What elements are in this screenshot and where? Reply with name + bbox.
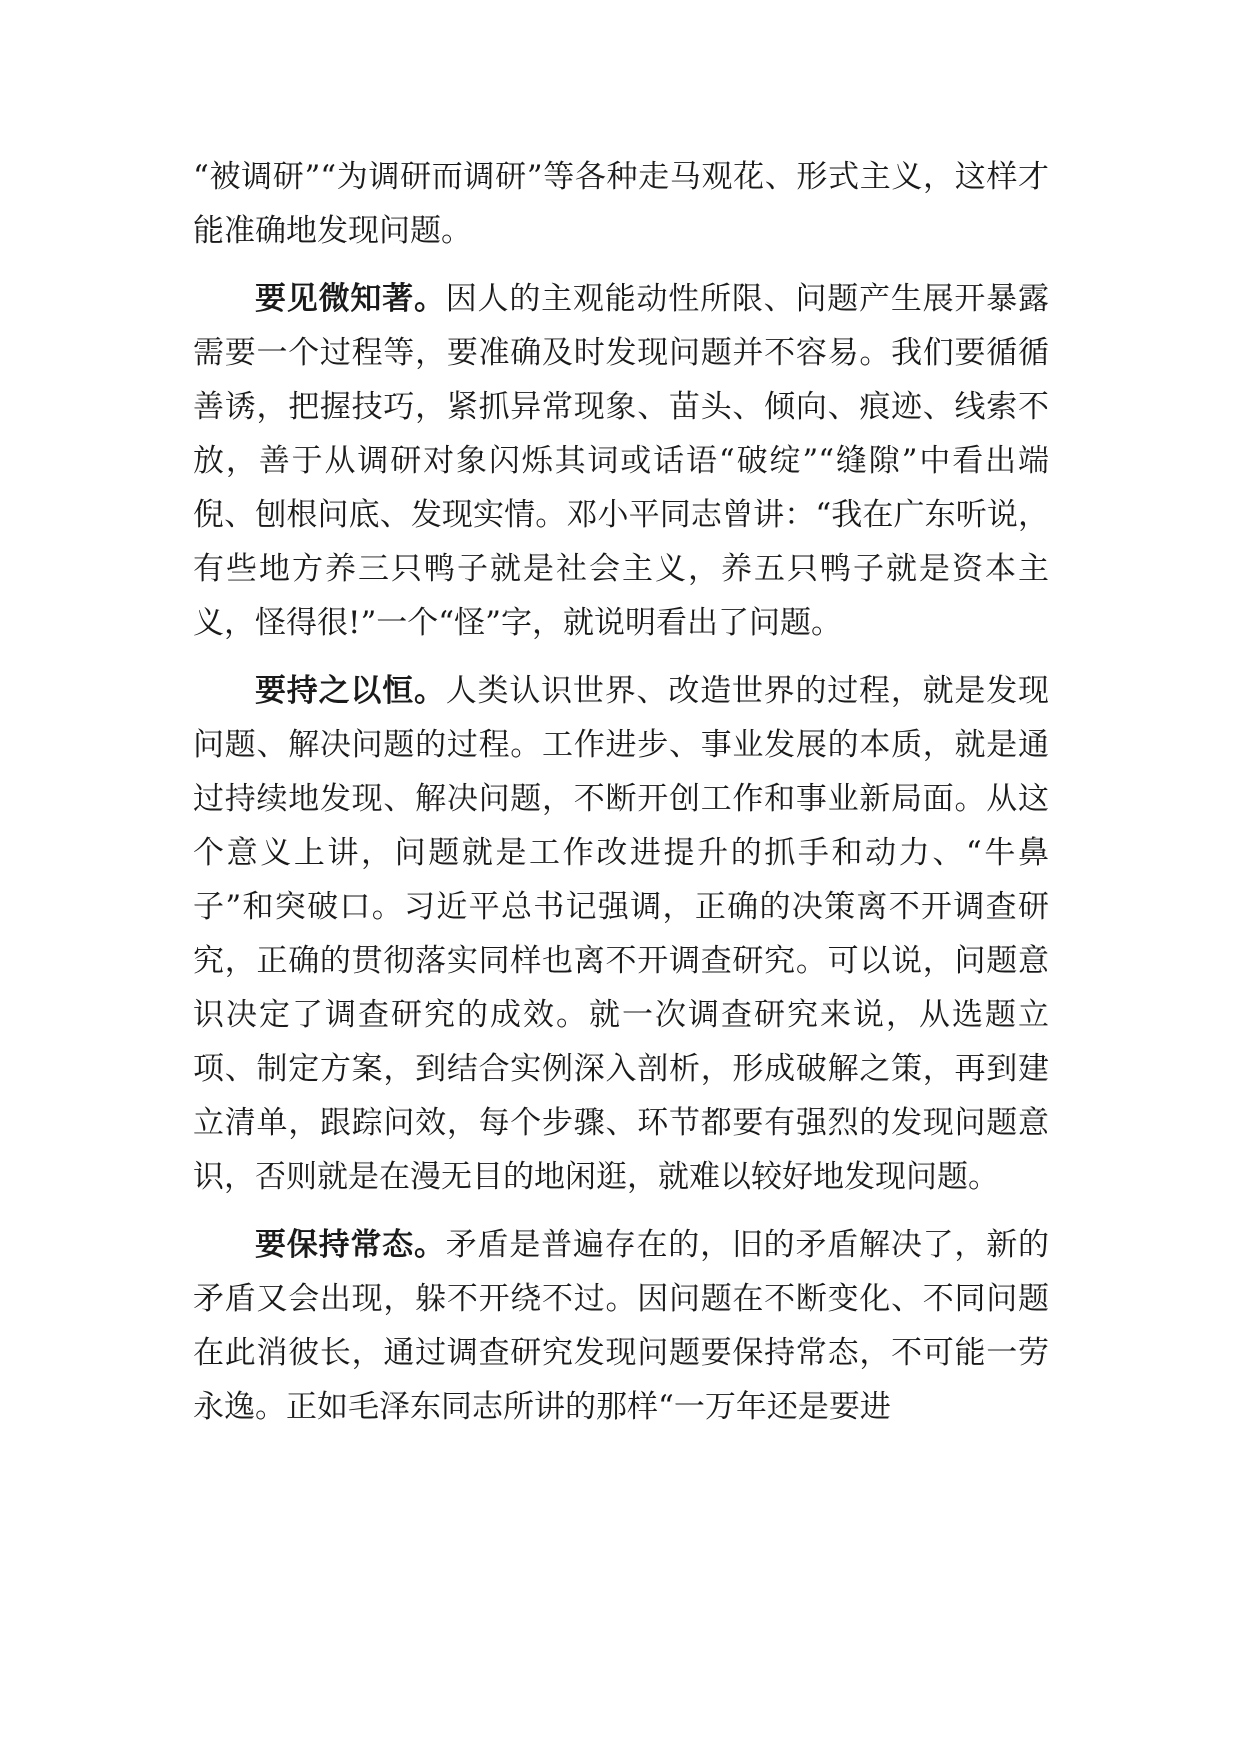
document-body — [193, 150, 1049, 1448]
paragraph-text: 因人的主观能动性所限、问题产生展开暴露需要一个过程等，要准确及时发现问题并不容易。我们要循循善诱，把握技巧，紧抓异常现象、苗头、倾向、痕迹、线索不放，善于从调研对象闪烁其词或话语“破绽”“缝隙”中看出端倪、刨根问底、发现实情。邓小平同志曾讲：“我在广东听说，有些地方养三只鸭子就是社会主义，养五只鸭子就是资本主义，怪得很!”一个“怪”字，就说明看出了问题。 — [193, 281, 1049, 641]
paragraph-continuation — [193, 150, 1049, 258]
paragraph-text: “被调研”“为调研而调研”等各种走马观花、形式主义，这样才能准确地发现问题。 — [193, 159, 1049, 249]
paragraph-chi-zhi-yi-heng — [193, 664, 1049, 1204]
paragraph-heading: 要见微知著。 — [255, 281, 446, 317]
paragraph-jian-wei-zhi-zhu — [193, 272, 1049, 650]
paragraph-heading: 要持之以恒。 — [255, 673, 446, 709]
paragraph-bao-chi-chang-tai — [193, 1218, 1049, 1434]
paragraph-text: 矛盾是普遍存在的，旧的矛盾解决了，新的矛盾又会出现，躲不开绕不过。因问题在不断变化、不同问题在此消彼长，通过调查研究发现问题要保持常态，不可能一劳永逸。正如毛泽东同志所讲的那样“一万年还是要进 — [193, 1227, 1049, 1425]
paragraph-heading: 要保持常态。 — [255, 1227, 446, 1263]
paragraph-text: 人类认识世界、改造世界的过程，就是发现问题、解决问题的过程。工作进步、事业发展的本质，就是通过持续地发现、解决问题，不断开创工作和事业新局面。从这个意义上讲，问题就是工作改进提升的抓手和动力、“牛鼻子”和突破口。习近平总书记强调，正确的决策离不开调查研究，正确的贯彻落实同样也离不开调查研究。可以说，问题意识决定了调查研究的成效。就一次调查研究来说，从选题立项、制定方案，到结合实例深入剖析，形成破解之策，再到建立清单，跟踪问效，每个步骤、环节都要有强烈的发现问题意识，否则就是在漫无目的地闲逛，就难以较好地发现问题。 — [193, 673, 1049, 1195]
